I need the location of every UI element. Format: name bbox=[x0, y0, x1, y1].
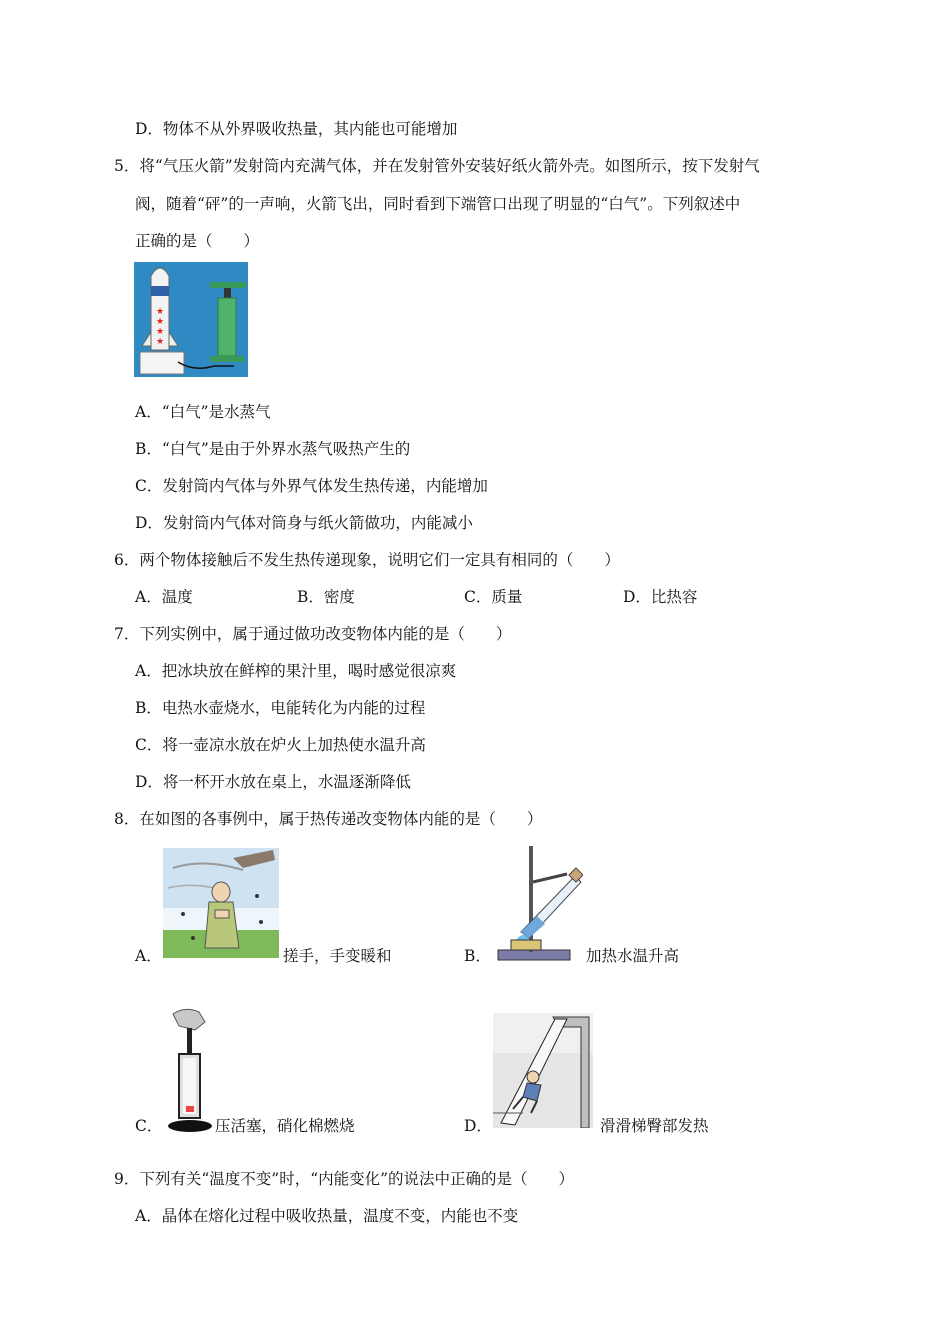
q9-option-a: A．晶体在熔化过程中吸收热量，温度不变，内能也不变 bbox=[135, 1207, 519, 1225]
q8-text-a: 搓手，手变暖和 bbox=[283, 947, 392, 965]
q7-option-d: D．将一杯开水放在桌上，水温逐渐降低 bbox=[135, 773, 411, 791]
svg-text:★: ★ bbox=[156, 337, 165, 347]
q5-stem-line1: 5．将“气压火箭”发射筒内充满气体，并在发射管外安装好纸火箭外壳。如图所示，按下发射气 bbox=[114, 157, 760, 175]
q5-option-a: A．“白气”是水蒸气 bbox=[135, 403, 271, 421]
q7-stem: 7．下列实例中，属于通过做功改变物体内能的是（ ） bbox=[114, 625, 512, 643]
q5-stem-line3: 正确的是（ ） bbox=[135, 232, 260, 250]
q8-label-a: A． bbox=[135, 947, 162, 965]
q6-option-c: C．质量 bbox=[464, 588, 523, 606]
q8-text-d: 滑滑梯臀部发热 bbox=[600, 1117, 709, 1135]
q8-text-c: 压活塞，硝化棉燃烧 bbox=[215, 1117, 355, 1135]
q5-stem-line2: 阀，随着“砰”的一声响，火箭飞出，同时看到下端管口出现了明显的“白气”。下列叙述中 bbox=[135, 195, 741, 213]
piston-cylinder-image bbox=[165, 1006, 215, 1136]
q8-stem: 8．在如图的各事例中，属于热传递改变物体内能的是（ ） bbox=[114, 810, 543, 828]
rubbing-hands-image bbox=[163, 848, 279, 958]
q9-stem: 9．下列有关“温度不变”时，“内能变化”的说法中正确的是（ ） bbox=[114, 1170, 575, 1188]
q5-option-b: B．“白气”是由于外界水蒸气吸热产生的 bbox=[135, 440, 411, 458]
svg-text:★: ★ bbox=[156, 317, 165, 327]
slide-image bbox=[493, 1013, 593, 1128]
q7-option-c: C．将一壶凉水放在炉火上加热使水温升高 bbox=[135, 736, 426, 754]
test-tube-heating-image bbox=[493, 842, 583, 970]
q4-option-d: D．物体不从外界吸收热量，其内能也可能增加 bbox=[135, 120, 458, 138]
q6-option-b: B．密度 bbox=[297, 588, 355, 606]
rocket-launcher-figure bbox=[134, 262, 248, 377]
q6-stem: 6．两个物体接触后不发生热传递现象，说明它们一定具有相同的（ ） bbox=[114, 551, 620, 569]
svg-text:★: ★ bbox=[156, 327, 165, 337]
q8-label-d: D． bbox=[464, 1117, 492, 1135]
q6-option-a: A．温度 bbox=[135, 588, 193, 606]
q5-option-c: C．发射筒内气体与外界气体发生热传递，内能增加 bbox=[135, 477, 488, 495]
q8-label-b: B． bbox=[464, 947, 491, 965]
q8-label-c: C． bbox=[135, 1117, 163, 1135]
q7-option-a: A．把冰块放在鲜榨的果汁里，喝时感觉很凉爽 bbox=[135, 662, 457, 680]
q5-option-d: D．发射筒内气体对筒身与纸火箭做功，内能减小 bbox=[135, 514, 473, 532]
svg-text:★: ★ bbox=[156, 307, 165, 317]
q7-option-b: B．电热水壶烧水，电能转化为内能的过程 bbox=[135, 699, 426, 717]
q6-option-d: D．比热容 bbox=[623, 588, 698, 606]
q8-text-b: 加热水温升高 bbox=[586, 947, 680, 965]
